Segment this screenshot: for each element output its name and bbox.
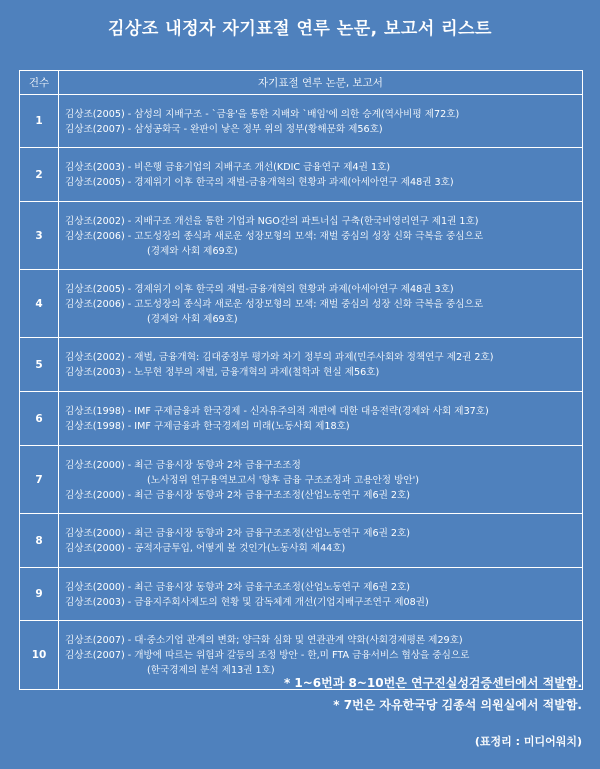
footnotes: [284, 672, 582, 716]
row-number: 2: [20, 148, 59, 201]
entry-line: 김상조(2005) - 삼성의 지배구조 - `금융'을 통한 지배와 `배임'에 의한 승계(역사비평 제72호): [65, 108, 460, 120]
table-row: [20, 148, 582, 202]
header-description: 자기표절 연루 논문, 보고서: [258, 77, 383, 89]
entry-line: (노사정위 연구용역보고서 '향후 금융 구조조정과 고용안정 방안'): [147, 474, 420, 486]
entry-line: (한국경제의 분석 제13권 1호): [147, 665, 275, 676]
row-entries: [59, 568, 582, 620]
row-number: 4: [20, 270, 59, 337]
entry-line: 김상조(2000) - 최근 금융시장 동향과 2차 금융구조조정(산업노동연구 제6권 2호): [65, 528, 411, 539]
table-row: [20, 95, 582, 148]
row-number: 1: [20, 95, 59, 147]
row-entries: [59, 338, 582, 391]
row-number: 7: [20, 446, 59, 513]
page-title: 김상조 내정자 자기표절 연루 논문, 보고서 리스트: [108, 19, 492, 39]
table-row: [20, 392, 582, 446]
row-entries: [59, 392, 582, 445]
table-row: [20, 202, 582, 270]
entry-line: 김상조(2003) - 금융지주회사제도의 현황 및 감독체계 개선(기업지배구조연구 제08권): [65, 596, 429, 608]
source-credit: (표정리 : 미디어워치): [474, 735, 582, 748]
table-body: [20, 95, 582, 689]
entry-line: 김상조(2002) - 지배구조 개선을 통한 기업과 NGO간의 파트너십 구축(한국비영리연구 제1권 1호): [65, 215, 479, 227]
table-header: [20, 71, 582, 95]
table-row: [20, 270, 582, 338]
row-entries: [59, 95, 582, 147]
table-row: [20, 446, 582, 514]
entry-line: 김상조(2000) - 공적자금투입, 어떻게 볼 것인가(노동사회 제44호): [65, 543, 346, 554]
entry-line: (경제와 사회 제69호): [147, 313, 238, 325]
entry-line: 김상조(2000) - 최근 금융시장 동향과 2차 금융구조조정(산업노동연구 제6권 2호): [65, 489, 411, 501]
entry-line: 김상조(2006) - 고도성장의 종식과 새로운 성장모형의 모색: 재벌 중심의 성장 신화 극복을 중심으로: [65, 230, 484, 242]
entry-line: 김상조(2007) - 삼성공화국 - 완판이 낳은 정부 위의 정부(황해문화 제56호): [65, 123, 383, 135]
entry-line: 김상조(2003) - 노무현 정부의 재벌, 금융개혁의 과제(철학과 현실 제56호): [65, 367, 380, 378]
table-row: [20, 568, 582, 621]
row-number: 9: [20, 568, 59, 620]
row-number: 6: [20, 392, 59, 445]
row-number: 3: [20, 202, 59, 269]
entry-line: (경제와 사회 제69호): [147, 245, 238, 257]
entry-line: 김상조(2002) - 재벌, 금융개혁: 김대중정부 평가와 차기 정부의 과제(민주사회와 정책연구 제2권 2호): [65, 352, 494, 363]
footnote: * 1~6번과 8~10번은 연구진실성검증센터에서 적발함.: [283, 676, 582, 690]
footnote: * 7번은 자유한국당 김종석 의원실에서 적발함.: [333, 698, 582, 712]
entry-line: 김상조(2000) - 최근 금융시장 동향과 2차 금융구조조정(산업노동연구 제6권 2호): [65, 581, 411, 593]
entry-line: 김상조(2005) - 경제위기 이후 한국의 재벌-금융개혁의 현황과 과제(아세아연구 제48권 3호): [65, 177, 454, 188]
row-entries: [59, 270, 582, 337]
row-entries: [59, 148, 582, 201]
entry-line: 김상조(2006) - 고도성장의 종식과 새로운 성장모형의 모색: 재벌 중심의 성장 신화 극복을 중심으로: [65, 298, 484, 310]
header-count: 건수: [20, 71, 59, 94]
row-entries: [59, 202, 582, 269]
row-entries: [59, 514, 582, 567]
entry-line: 김상조(2000) - 최근 금융시장 동향과 2차 금융구조조정: [65, 459, 301, 471]
entry-line: 김상조(2005) - 경제위기 이후 한국의 재벌-금융개혁의 현황과 과제(아세아연구 제48권 3호): [65, 283, 454, 295]
table-row: [20, 338, 582, 392]
table-row: [20, 514, 582, 568]
row-number: 5: [20, 338, 59, 391]
row-entries: [59, 446, 582, 513]
entry-line: 김상조(2007) - 대·중소기업 관계의 변화; 양극화 심화 및 연관관계 약화(사회경제평론 제29호): [65, 635, 463, 646]
entry-line: 김상조(2007) - 개방에 따르는 위험과 갈등의 조정 방안 - 한,미 FTA 금융서비스 협상을 중심으로: [65, 650, 470, 661]
row-number: 10: [20, 621, 59, 689]
entry-line: 김상조(1998) - IMF 구제금융과 한국경제 - 신자유주의적 재편에 대한 대응전략(경제와 사회 제37호): [65, 406, 489, 417]
entry-line: 김상조(2003) - 비은행 금융기업의 지배구조 개선(KDIC 금융연구 제4권 1호): [65, 162, 391, 173]
plagiarism-table: [19, 70, 583, 690]
entry-line: 김상조(1998) - IMF 구제금융과 한국경제의 미래(노동사회 제18호): [65, 421, 350, 432]
row-number: 8: [20, 514, 59, 567]
